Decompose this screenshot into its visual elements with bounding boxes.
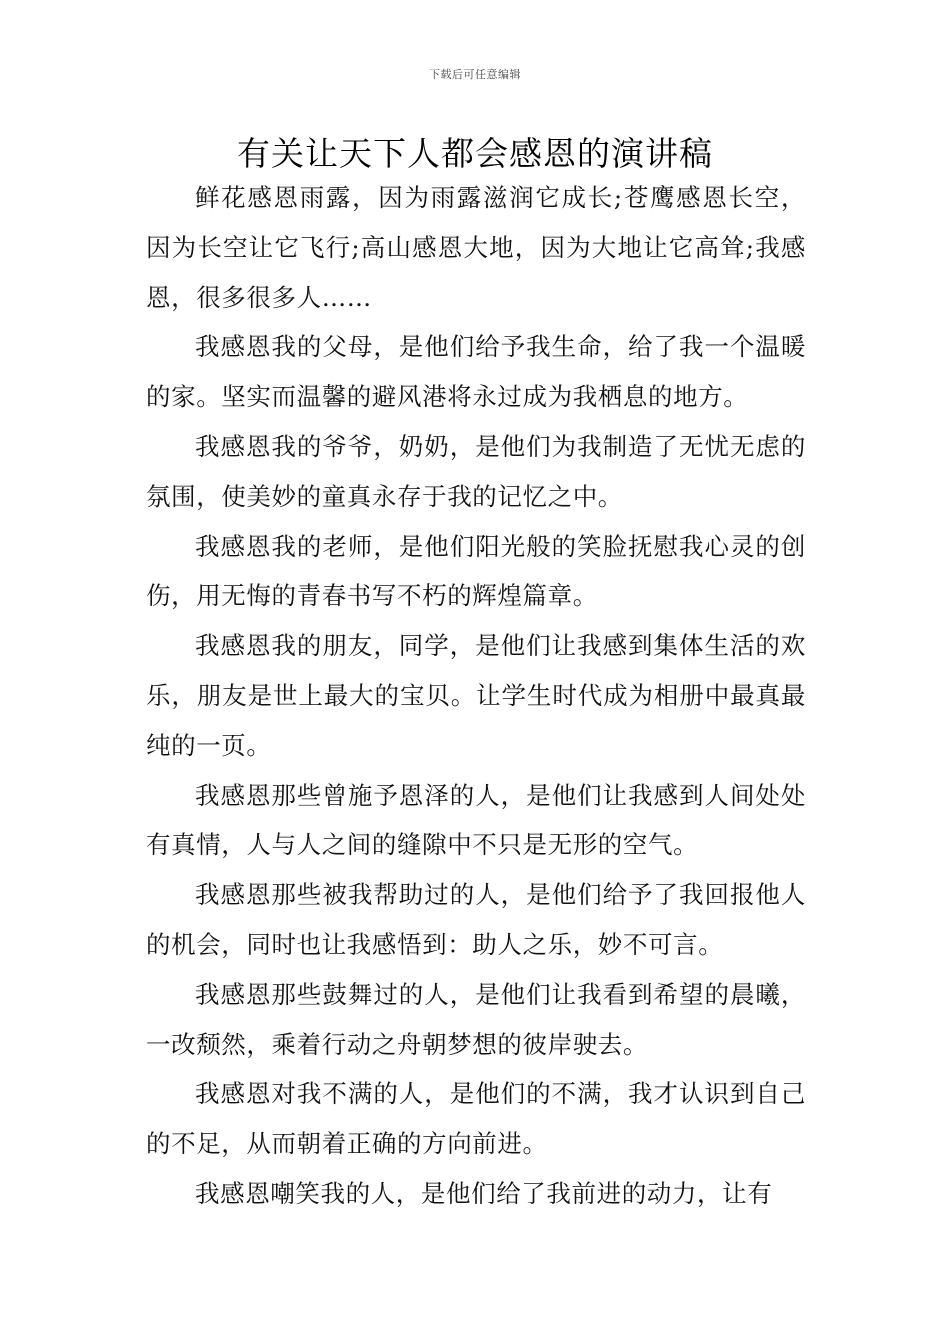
- header-note: 下载后可任意编辑: [429, 68, 521, 81]
- paragraph: 我感恩那些鼓舞过的人，是他们让我看到希望的晨曦，一改颓然，乘着行动之舟朝梦想的彼岸驶去。: [146, 979, 806, 1059]
- paragraph: 我感恩那些曾施予恩泽的人，是他们让我感到人间处处有真情，人与人之间的缝隙中不只是无形的空气。: [146, 780, 806, 860]
- document-body: [146, 173, 806, 1219]
- paragraph: 我感恩我的朋友，同学，是他们让我感到集体生活的欢乐，朋友是世上最大的宝贝。让学生时代成为相册中最真最纯的一页。: [146, 631, 806, 760]
- paragraph: 我感恩我的父母，是他们给予我生命，给了我一个温暖的家。坚实而温馨的避风港将永过成为我栖息的地方。: [146, 332, 806, 412]
- paragraph: 我感恩我的老师，是他们阳光般的笑脸抚慰我心灵的创伤，用无悔的青春书写不朽的辉煌篇章。: [146, 531, 806, 611]
- paragraph: 我感恩我的爷爷，奶奶，是他们为我制造了无忧无虑的氛围，使美妙的童真永存于我的记忆之中。: [146, 431, 806, 511]
- document-title: 有关让天下人都会感恩的演讲稿: [237, 134, 713, 173]
- paragraph: 我感恩那些被我帮助过的人，是他们给予了我回报他人的机会，同时也让我感悟到：助人之乐，妙不可言。: [146, 880, 806, 959]
- paragraph: 我感恩对我不满的人，是他们的不满，我才认识到自己的不足，从而朝着正确的方向前进。: [146, 1079, 806, 1159]
- paragraph: 鲜花感恩雨露，因为雨露滋润它成长;苍鹰感恩长空，因为长空让它飞行;高山感恩大地，因为大地让它高耸;我感恩，很多很多人……: [146, 183, 806, 312]
- paragraph: 我感恩嘲笑我的人，是他们给了我前进的动力，让有: [195, 1178, 773, 1208]
